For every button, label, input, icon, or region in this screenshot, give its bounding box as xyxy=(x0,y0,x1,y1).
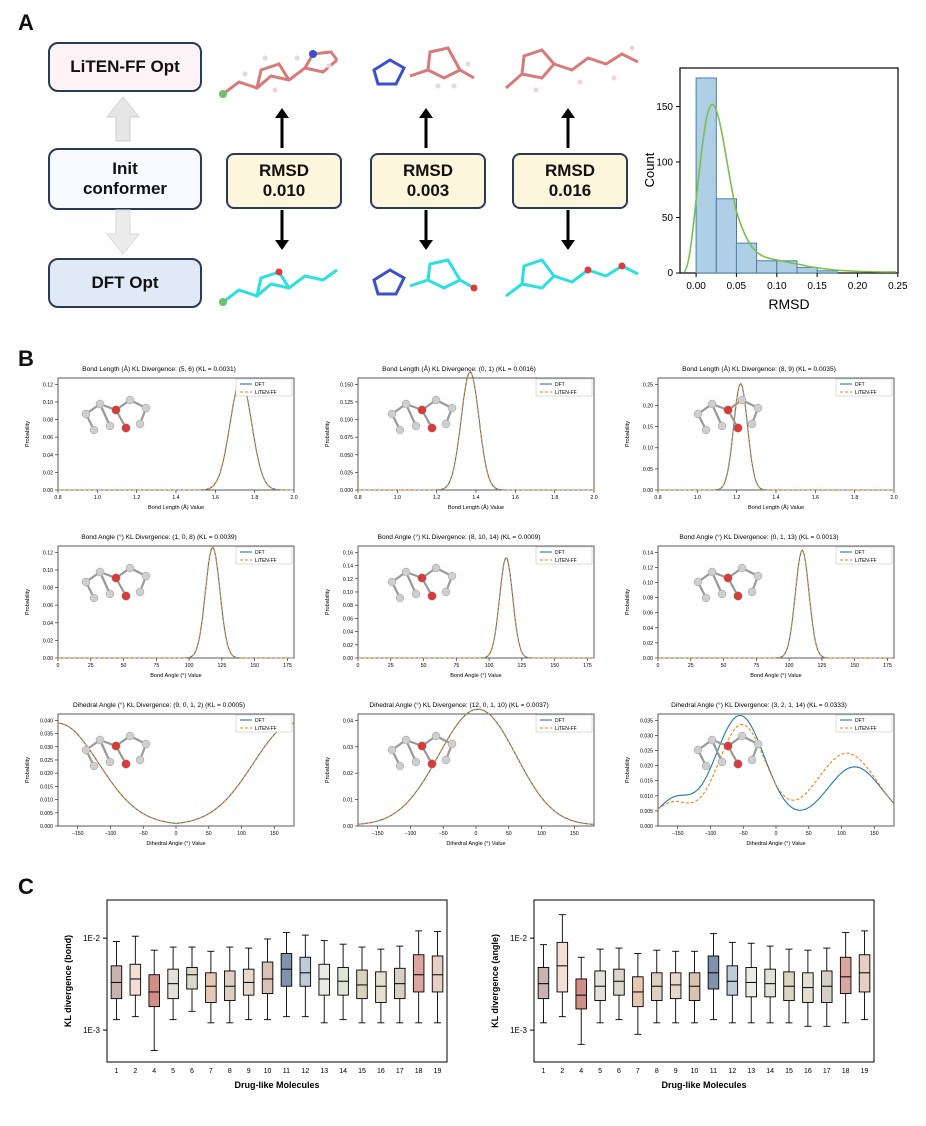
down-arrow-icon xyxy=(106,208,140,256)
svg-text:100: 100 xyxy=(184,663,194,669)
rmsd-box-2 xyxy=(370,153,486,209)
panel-c xyxy=(0,868,926,1126)
x-tick: 17 xyxy=(395,1068,404,1075)
x-tick: 16 xyxy=(803,1068,812,1075)
svg-text:0.030: 0.030 xyxy=(40,744,53,751)
x-axis-label: Drug-like Molecules xyxy=(234,1080,320,1090)
svg-text:0.00: 0.00 xyxy=(42,488,53,494)
svg-text:100: 100 xyxy=(784,663,794,669)
flow-box-init-conformer-label1: Init xyxy=(112,159,138,179)
svg-text:1.4: 1.4 xyxy=(772,495,780,501)
svg-text:0.02: 0.02 xyxy=(342,771,353,778)
x-tick: 14 xyxy=(339,1068,348,1075)
svg-text:0.010: 0.010 xyxy=(40,797,53,804)
boxplot-bond xyxy=(55,890,455,1105)
svg-text:150: 150 xyxy=(270,831,279,837)
svg-text:0.8: 0.8 xyxy=(54,495,62,501)
svg-text:0.000: 0.000 xyxy=(40,824,53,830)
svg-text:0.02: 0.02 xyxy=(42,470,53,477)
legend-dft: DFT xyxy=(255,550,265,556)
svg-text:0.05: 0.05 xyxy=(642,466,653,473)
svg-text:175: 175 xyxy=(883,663,892,669)
panel-b-letter: B xyxy=(18,346,34,371)
svg-text:0.10: 0.10 xyxy=(42,567,53,574)
molecule-dft-1 xyxy=(205,248,355,318)
svg-text:75: 75 xyxy=(753,663,760,669)
svg-text:0.06: 0.06 xyxy=(42,603,53,610)
distribution-plot-6 xyxy=(618,530,901,690)
flow-box-dft-opt xyxy=(48,258,202,308)
svg-text:0.12: 0.12 xyxy=(42,550,53,557)
plot-ylabel: Probability xyxy=(325,756,331,784)
svg-text:25: 25 xyxy=(87,663,94,669)
plot-xlabel: Dihedral Angle (°) Value xyxy=(146,841,206,847)
bidirectional-arrow-3-top xyxy=(557,108,579,152)
svg-text:0.08: 0.08 xyxy=(42,417,53,424)
rmsd-box-1-label: RMSD xyxy=(258,161,310,181)
x-tick: 14 xyxy=(766,1068,775,1075)
svg-text:1.6: 1.6 xyxy=(211,495,219,501)
svg-text:1.2: 1.2 xyxy=(433,495,441,501)
plot-xlabel: Bond Length (Å) Value xyxy=(147,505,205,511)
x-tick: 11 xyxy=(709,1068,718,1075)
molecule-dft-2 xyxy=(350,248,500,318)
svg-text:0.06: 0.06 xyxy=(642,610,653,617)
plot-xlabel: Bond Angle (°) Value xyxy=(150,673,202,679)
svg-text:50: 50 xyxy=(805,831,812,837)
svg-text:0.02: 0.02 xyxy=(42,638,53,645)
panel-a xyxy=(0,0,926,340)
svg-text:0.02: 0.02 xyxy=(342,642,353,649)
x-tick: 18 xyxy=(841,1068,850,1075)
legend-dft: DFT xyxy=(855,382,865,388)
svg-text:0.00: 0.00 xyxy=(642,656,653,662)
svg-text:0.12: 0.12 xyxy=(42,382,53,389)
y-tick: 1E-2 xyxy=(83,934,100,944)
svg-text:0.06: 0.06 xyxy=(342,616,353,623)
legend-dft: DFT xyxy=(255,718,265,724)
distribution-plot-5 xyxy=(318,530,601,690)
svg-text:−100: −100 xyxy=(104,831,117,837)
x-tick: 15 xyxy=(785,1068,793,1075)
svg-text:0.10: 0.10 xyxy=(342,589,353,596)
svg-text:1.0: 1.0 xyxy=(393,495,401,501)
svg-text:0.16: 0.16 xyxy=(342,550,353,557)
x-tick: 5 xyxy=(598,1068,603,1075)
bidirectional-arrow-2-top xyxy=(415,108,437,152)
x-tick: 2 xyxy=(560,1068,565,1075)
rmsd-box-3-value: 0.016 xyxy=(548,181,592,200)
svg-text:2.0: 2.0 xyxy=(890,495,898,501)
svg-text:0.04: 0.04 xyxy=(342,718,353,725)
distribution-plot-1 xyxy=(18,362,301,522)
svg-text:75: 75 xyxy=(453,663,460,669)
svg-text:1.2: 1.2 xyxy=(133,495,141,501)
rmsd-box-3-label: RMSD xyxy=(544,161,596,181)
svg-text:0.025: 0.025 xyxy=(340,470,353,477)
rmsd-box-2-label: RMSD xyxy=(402,161,454,181)
molecule-liten-3 xyxy=(492,30,652,110)
bidirectional-arrow-2-bottom xyxy=(415,206,437,250)
x-tick: 19 xyxy=(860,1068,869,1075)
legend-dft: DFT xyxy=(255,382,265,388)
y-axis-label: KL divergence (bond) xyxy=(63,934,73,1028)
svg-text:0.15: 0.15 xyxy=(642,424,653,431)
y-axis-label: KL divergence (angle) xyxy=(490,934,500,1028)
svg-text:0.12: 0.12 xyxy=(642,565,653,572)
svg-text:0.005: 0.005 xyxy=(640,808,653,815)
up-arrow-icon xyxy=(106,95,140,143)
plot-ylabel: Probability xyxy=(25,420,31,448)
y-tick: 1E-3 xyxy=(510,1026,527,1036)
panel-c-letter: C xyxy=(18,874,34,899)
svg-text:0.10: 0.10 xyxy=(767,281,787,292)
svg-text:0.15: 0.15 xyxy=(807,281,827,292)
x-tick: 10 xyxy=(263,1068,272,1075)
svg-text:1.0: 1.0 xyxy=(93,495,101,501)
x-tick: 19 xyxy=(433,1068,442,1075)
svg-text:0.015: 0.015 xyxy=(40,784,53,791)
svg-text:0: 0 xyxy=(356,663,360,669)
rmsd-box-1 xyxy=(226,153,342,209)
molecule-liten-2 xyxy=(350,30,500,110)
svg-text:1.8: 1.8 xyxy=(551,495,559,501)
svg-text:1.6: 1.6 xyxy=(511,495,519,501)
svg-text:0.00: 0.00 xyxy=(686,281,706,292)
svg-text:0.02: 0.02 xyxy=(642,640,653,647)
flow-box-liten-ff-opt xyxy=(48,42,202,92)
x-tick: 6 xyxy=(190,1068,194,1075)
x-tick: 8 xyxy=(227,1068,232,1075)
x-tick: 18 xyxy=(414,1068,423,1075)
svg-text:0.06: 0.06 xyxy=(42,435,53,442)
svg-text:0.20: 0.20 xyxy=(642,403,653,410)
svg-text:100: 100 xyxy=(237,831,246,837)
distribution-plot-4 xyxy=(18,530,301,690)
svg-text:100: 100 xyxy=(484,663,494,669)
svg-text:100: 100 xyxy=(656,157,673,169)
svg-text:0.150: 0.150 xyxy=(340,382,353,389)
svg-text:0.05: 0.05 xyxy=(726,281,747,292)
x-tick: 9 xyxy=(246,1068,251,1075)
x-tick: 16 xyxy=(376,1068,385,1075)
histogram-xlabel: RMSD xyxy=(768,296,810,312)
svg-text:0.020: 0.020 xyxy=(640,763,653,770)
svg-text:0.08: 0.08 xyxy=(42,585,53,592)
svg-text:−100: −100 xyxy=(404,831,417,837)
svg-text:0: 0 xyxy=(474,831,478,837)
histogram-xticks xyxy=(686,281,908,292)
rmsd-box-2-value: 0.003 xyxy=(406,181,450,200)
plot-ylabel: Probability xyxy=(25,756,31,784)
svg-text:0.00: 0.00 xyxy=(642,488,653,494)
svg-text:0.04: 0.04 xyxy=(42,620,53,627)
svg-text:150: 150 xyxy=(870,831,879,837)
plot-title: Bond Length (Å) KL Divergence: (0, 1) (KL = 0.0016) xyxy=(382,366,536,373)
molecule-dft-3 xyxy=(492,248,652,318)
legend-liten-ff: LiTEN-FF xyxy=(255,558,277,564)
svg-text:0: 0 xyxy=(667,268,673,279)
svg-text:0.000: 0.000 xyxy=(640,824,653,830)
svg-text:50: 50 xyxy=(205,831,212,837)
x-tick: 1 xyxy=(541,1068,546,1075)
panel-a-letter: A xyxy=(18,10,34,35)
svg-text:0.03: 0.03 xyxy=(342,744,353,751)
svg-text:50: 50 xyxy=(505,831,512,837)
svg-text:0: 0 xyxy=(56,663,60,669)
x-tick: 13 xyxy=(320,1068,329,1075)
svg-text:0.8: 0.8 xyxy=(354,495,362,501)
plot-ylabel: Probability xyxy=(625,588,631,616)
x-tick: 10 xyxy=(690,1068,699,1075)
flow-box-init-conformer xyxy=(48,148,202,210)
panel-b xyxy=(0,340,926,860)
plot-title: Dihedral Angle (°) KL Divergence: (3, 2, 1, 14) (KL = 0.0333) xyxy=(671,702,847,709)
distribution-plot-9 xyxy=(618,698,901,858)
svg-text:0.010: 0.010 xyxy=(640,793,653,800)
flow-box-liten-ff-opt-label: LiTEN-FF Opt xyxy=(70,57,180,77)
x-tick: 12 xyxy=(728,1068,737,1075)
svg-text:125: 125 xyxy=(817,663,827,669)
svg-text:0.12: 0.12 xyxy=(342,576,353,583)
x-axis-label: Drug-like Molecules xyxy=(661,1080,747,1090)
distribution-plot-2 xyxy=(318,362,601,522)
svg-text:0.8: 0.8 xyxy=(654,495,662,501)
legend-liten-ff: LiTEN-FF xyxy=(855,558,877,564)
svg-text:0.00: 0.00 xyxy=(342,656,353,662)
x-tick: 17 xyxy=(822,1068,831,1075)
svg-text:0.00: 0.00 xyxy=(42,656,53,662)
bidirectional-arrow-1-top xyxy=(271,108,293,152)
rmsd-box-3 xyxy=(512,153,628,209)
svg-text:0.025: 0.025 xyxy=(40,757,53,764)
legend-liten-ff: LiTEN-FF xyxy=(555,390,577,396)
legend-liten-ff: LiTEN-FF xyxy=(855,390,877,396)
svg-text:1.4: 1.4 xyxy=(172,495,180,501)
histogram-ylabel: Count xyxy=(642,152,657,188)
svg-text:−100: −100 xyxy=(704,831,717,837)
svg-text:0: 0 xyxy=(774,831,778,837)
bidirectional-arrow-3-bottom xyxy=(557,206,579,250)
x-tick: 6 xyxy=(617,1068,621,1075)
svg-text:50: 50 xyxy=(120,663,127,669)
svg-text:2.0: 2.0 xyxy=(590,495,598,501)
svg-text:0.050: 0.050 xyxy=(340,452,353,459)
legend-liten-ff: LiTEN-FF xyxy=(555,726,577,732)
svg-text:125: 125 xyxy=(217,663,227,669)
flow-box-dft-opt-label: DFT Opt xyxy=(91,273,159,293)
svg-text:0.04: 0.04 xyxy=(342,629,353,636)
svg-text:0.015: 0.015 xyxy=(640,778,653,785)
plot-xlabel: Bond Angle (°) Value xyxy=(450,673,502,679)
plot-ylabel: Probability xyxy=(625,756,631,784)
legend-dft: DFT xyxy=(555,718,565,724)
svg-text:0.08: 0.08 xyxy=(642,595,653,602)
boxplot-angle xyxy=(482,890,882,1105)
svg-text:0.25: 0.25 xyxy=(642,382,653,389)
plot-xlabel: Bond Angle (°) Value xyxy=(750,673,802,679)
svg-text:0.10: 0.10 xyxy=(42,399,53,406)
svg-text:0.08: 0.08 xyxy=(342,603,353,610)
svg-text:0.04: 0.04 xyxy=(42,452,53,459)
x-tick: 7 xyxy=(208,1068,213,1075)
svg-text:1.6: 1.6 xyxy=(811,495,819,501)
svg-text:175: 175 xyxy=(283,663,292,669)
svg-text:−50: −50 xyxy=(738,831,748,837)
distribution-plot-7 xyxy=(18,698,301,858)
legend-dft: DFT xyxy=(555,382,565,388)
svg-text:1.4: 1.4 xyxy=(472,495,480,501)
svg-text:150: 150 xyxy=(550,663,559,669)
plot-xlabel: Dihedral Angle (°) Value xyxy=(746,841,806,847)
plot-title: Bond Length (Å) KL Divergence: (5, 6) (KL = 0.0031) xyxy=(82,366,236,373)
svg-text:50: 50 xyxy=(420,663,427,669)
svg-text:−150: −150 xyxy=(371,831,384,837)
svg-text:0.005: 0.005 xyxy=(40,810,53,817)
plot-title: Bond Length (Å) KL Divergence: (8, 9) (KL = 0.0035) xyxy=(682,366,836,373)
legend-dft: DFT xyxy=(555,550,565,556)
x-tick: 12 xyxy=(301,1068,310,1075)
svg-text:0.035: 0.035 xyxy=(40,731,53,738)
x-tick: 4 xyxy=(579,1068,584,1075)
legend-liten-ff: LiTEN-FF xyxy=(255,390,277,396)
y-tick: 1E-2 xyxy=(510,934,527,944)
distribution-plot-8 xyxy=(318,698,601,858)
svg-text:−50: −50 xyxy=(438,831,448,837)
svg-text:0.14: 0.14 xyxy=(342,563,353,570)
plot-xlabel: Dihedral Angle (°) Value xyxy=(446,841,506,847)
x-tick: 9 xyxy=(673,1068,678,1075)
svg-text:0.035: 0.035 xyxy=(640,718,653,725)
x-tick: 1 xyxy=(114,1068,119,1075)
svg-text:125: 125 xyxy=(517,663,527,669)
rmsd-box-1-value: 0.010 xyxy=(262,181,306,200)
svg-text:0.25: 0.25 xyxy=(888,281,908,292)
plot-ylabel: Probability xyxy=(325,588,331,616)
legend-liten-ff: LiTEN-FF xyxy=(555,558,577,564)
legend-liten-ff: LiTEN-FF xyxy=(855,726,877,732)
x-tick: 7 xyxy=(635,1068,640,1075)
svg-text:50: 50 xyxy=(720,663,727,669)
y-tick: 1E-3 xyxy=(83,1026,100,1036)
flow-box-init-conformer-label2: conformer xyxy=(82,179,168,198)
svg-text:1.2: 1.2 xyxy=(733,495,741,501)
svg-text:0: 0 xyxy=(174,831,178,837)
svg-text:0.025: 0.025 xyxy=(640,748,653,755)
svg-text:1.0: 1.0 xyxy=(693,495,701,501)
bidirectional-arrow-1-bottom xyxy=(271,206,293,250)
plot-title: Bond Angle (°) KL Divergence: (8, 10, 14) (KL = 0.0009) xyxy=(377,534,541,541)
svg-text:−50: −50 xyxy=(138,831,148,837)
x-tick: 2 xyxy=(133,1068,138,1075)
svg-text:0.000: 0.000 xyxy=(340,488,353,494)
legend-liten-ff: LiTEN-FF xyxy=(255,726,277,732)
svg-text:175: 175 xyxy=(583,663,592,669)
svg-text:150: 150 xyxy=(656,102,673,113)
svg-text:25: 25 xyxy=(687,663,694,669)
svg-text:100: 100 xyxy=(837,831,846,837)
svg-text:0.04: 0.04 xyxy=(642,625,653,632)
legend-dft: DFT xyxy=(855,718,865,724)
svg-text:0.125: 0.125 xyxy=(340,399,353,406)
plot-title: Bond Angle (°) KL Divergence: (1, 0, 8) (KL = 0.0039) xyxy=(81,534,237,541)
svg-text:50: 50 xyxy=(661,213,673,224)
x-tick: 13 xyxy=(747,1068,756,1075)
svg-text:0.075: 0.075 xyxy=(340,435,353,442)
svg-text:−150: −150 xyxy=(71,831,84,837)
x-tick: 11 xyxy=(282,1068,291,1075)
x-tick: 8 xyxy=(654,1068,659,1075)
plot-title: Dihedral Angle (°) KL Divergence: (9, 0, 1, 2) (KL = 0.0005) xyxy=(72,702,246,709)
svg-text:150: 150 xyxy=(570,831,579,837)
svg-text:100: 100 xyxy=(537,831,546,837)
svg-text:0.10: 0.10 xyxy=(642,445,653,452)
svg-text:−150: −150 xyxy=(671,831,684,837)
plot-ylabel: Probability xyxy=(325,420,331,448)
svg-text:150: 150 xyxy=(850,663,859,669)
svg-text:0.20: 0.20 xyxy=(847,281,868,292)
x-tick: 5 xyxy=(171,1068,176,1075)
svg-text:1.8: 1.8 xyxy=(851,495,859,501)
svg-text:25: 25 xyxy=(387,663,394,669)
svg-text:0.14: 0.14 xyxy=(642,550,653,557)
svg-text:0: 0 xyxy=(656,663,660,669)
svg-text:0.01: 0.01 xyxy=(342,797,353,804)
distribution-plot-3 xyxy=(618,362,901,522)
molecule-liten-1 xyxy=(205,30,355,110)
legend-dft: DFT xyxy=(855,550,865,556)
plot-title: Bond Angle (°) KL Divergence: (0, 1, 13) (KL = 0.0013) xyxy=(679,534,839,541)
svg-text:0.00: 0.00 xyxy=(342,824,353,830)
plot-ylabel: Probability xyxy=(25,588,31,616)
x-tick: 15 xyxy=(358,1068,366,1075)
plot-title: Dihedral Angle (°) KL Divergence: (12, 0, 1, 10) (KL = 0.0037) xyxy=(369,702,549,709)
svg-text:0.020: 0.020 xyxy=(40,771,53,778)
x-tick: 4 xyxy=(152,1068,157,1075)
svg-text:75: 75 xyxy=(153,663,160,669)
histogram-yticks xyxy=(656,102,673,279)
svg-text:0.100: 0.100 xyxy=(340,417,353,424)
svg-text:1.8: 1.8 xyxy=(251,495,259,501)
plot-xlabel: Bond Length (Å) Value xyxy=(447,505,505,511)
svg-text:2.0: 2.0 xyxy=(290,495,298,501)
svg-text:150: 150 xyxy=(250,663,259,669)
svg-text:0.030: 0.030 xyxy=(640,733,653,740)
plot-xlabel: Bond Length (Å) Value xyxy=(747,505,805,511)
plot-ylabel: Probability xyxy=(625,420,631,448)
svg-text:0.10: 0.10 xyxy=(642,580,653,587)
rmsd-histogram xyxy=(640,60,910,325)
svg-text:0.040: 0.040 xyxy=(40,718,53,725)
